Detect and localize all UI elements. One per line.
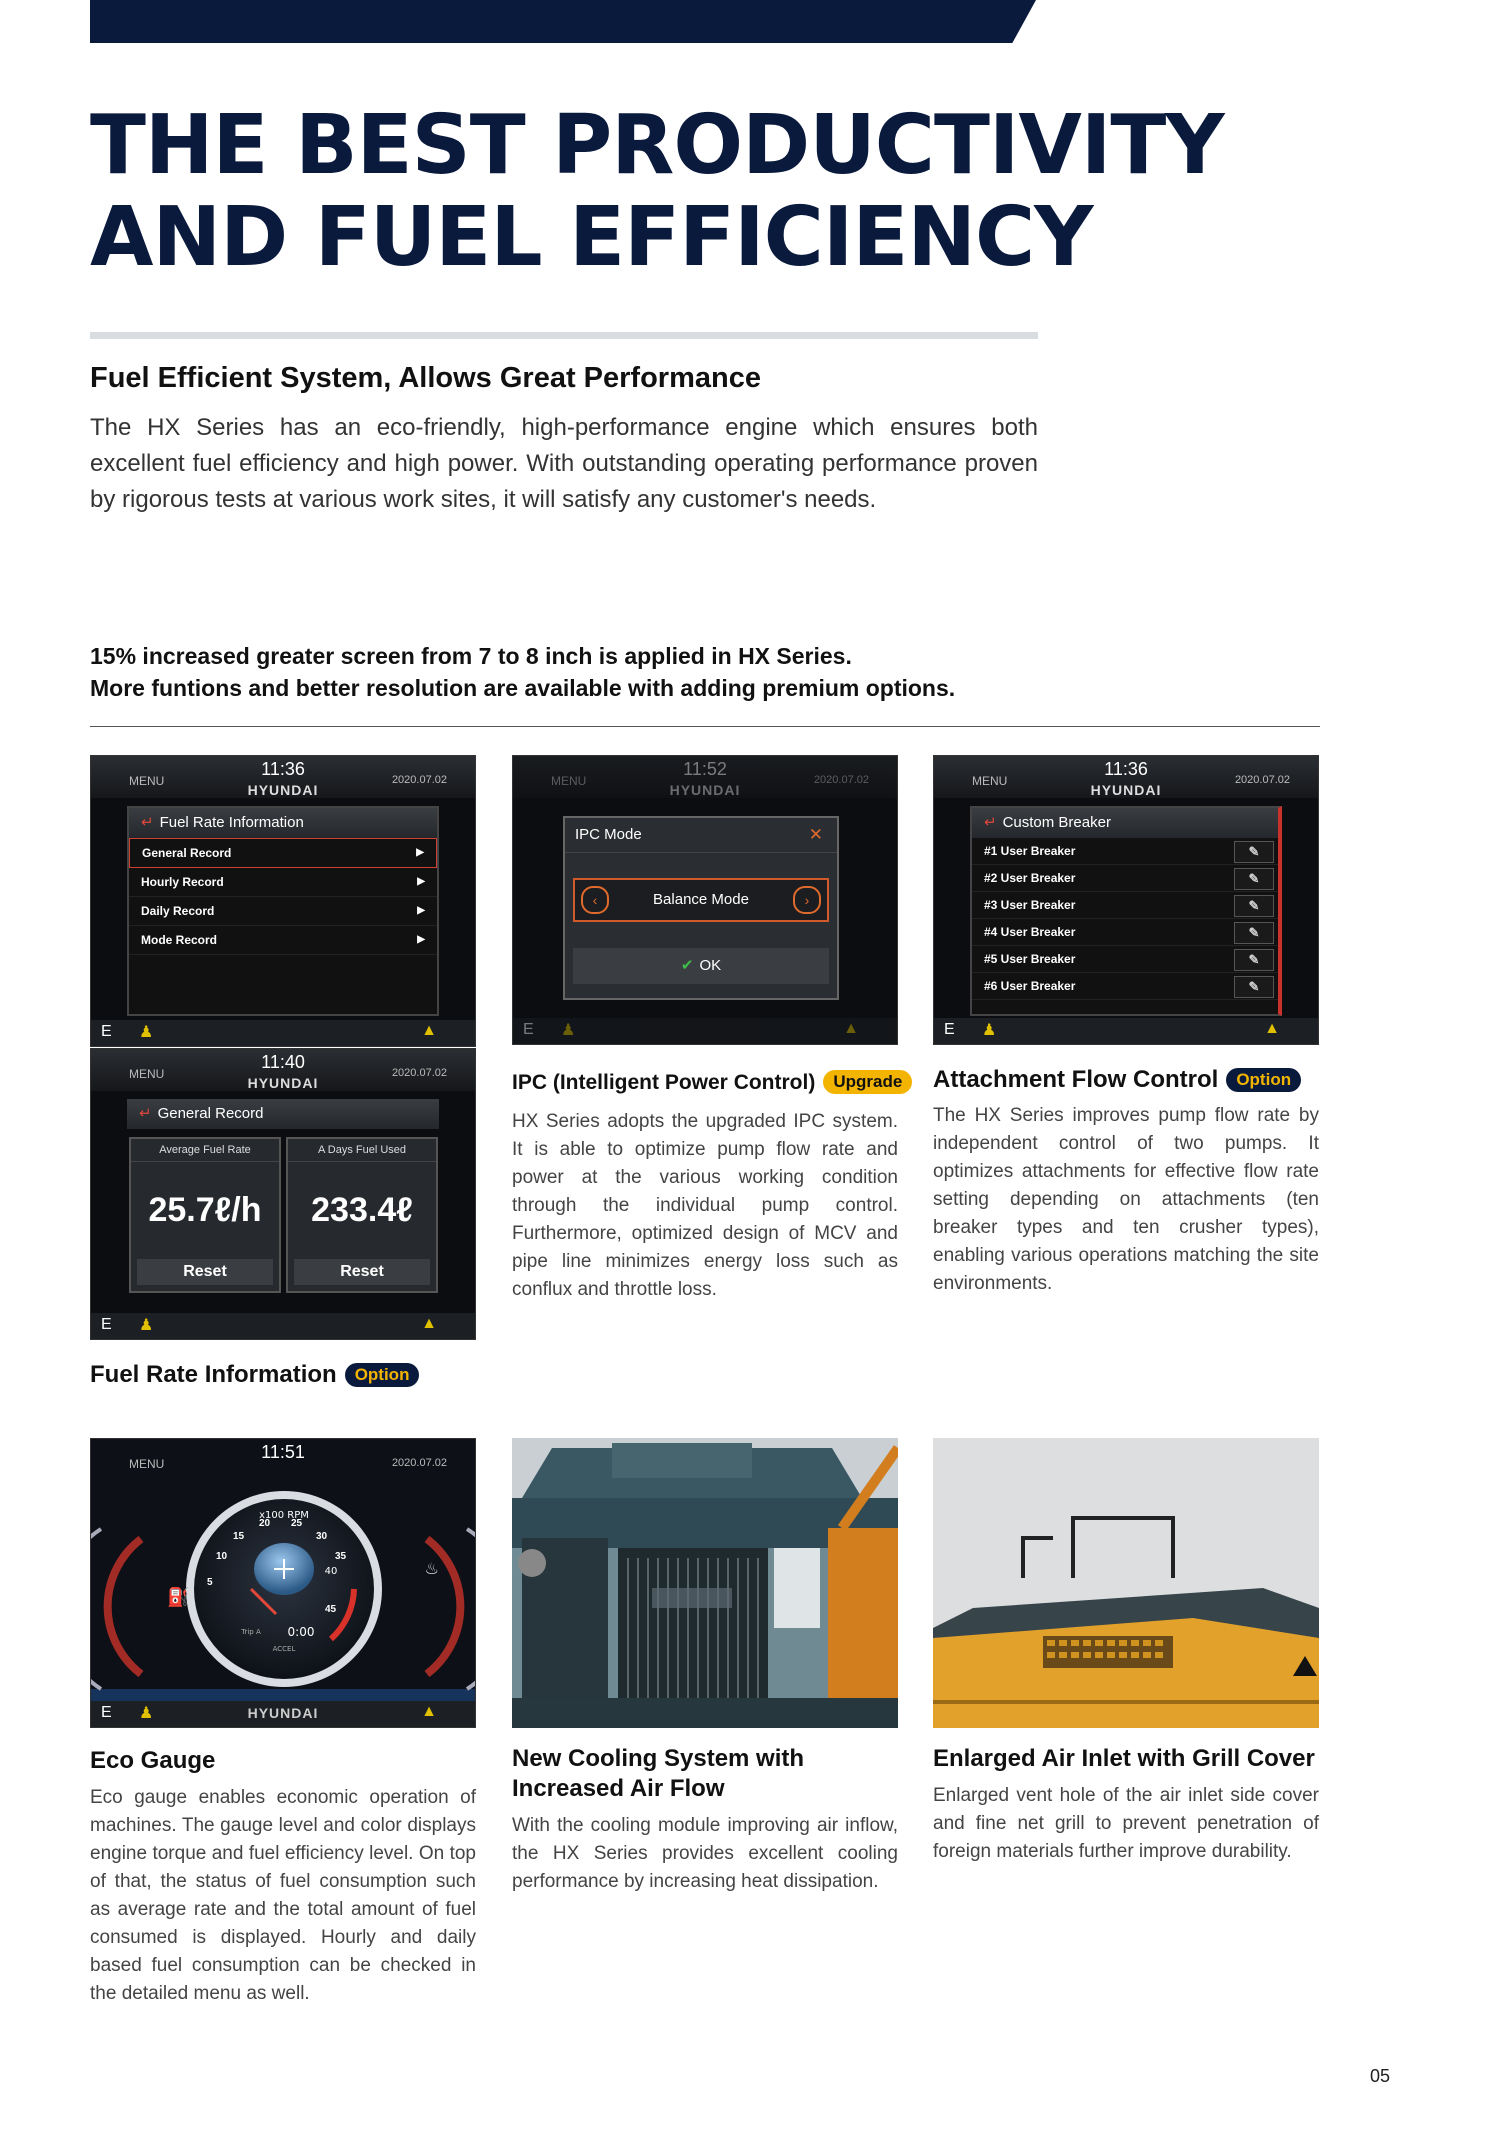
menu-list	[127, 806, 439, 1016]
divider	[90, 332, 1038, 339]
brand-label: HYUNDAI	[247, 1075, 319, 1091]
average-fuel-rate-box	[129, 1137, 281, 1293]
list-item	[972, 973, 1278, 1000]
screen-time: 11:51	[261, 1442, 305, 1462]
screen-ipc-mode	[512, 755, 898, 1045]
turtle-icon: ▲	[843, 1020, 859, 1037]
fuel-pump-icon: ⛽	[167, 1587, 190, 1607]
list-title	[129, 808, 437, 838]
list-item-label: #1 User Breaker	[984, 844, 1076, 858]
eco-mode-label: E	[944, 1021, 955, 1038]
list-item	[972, 919, 1278, 946]
card-title-text: Attachment Flow Control	[933, 1066, 1219, 1093]
cooling-illustration	[512, 1438, 898, 1728]
page-title	[90, 100, 1224, 284]
card-title-line-1: New Cooling System with	[512, 1745, 805, 1772]
intro-paragraph: The HX Series has an eco-friendly, high-performance engine which ensures both excellent fuel efficiency and high power. With outstanding operating performance proven by rigorous tests at various work sites, it will satisfy any customer's needs.	[90, 414, 1038, 513]
screen-time: 11:40	[261, 1052, 305, 1072]
screen-eco-gauge	[90, 1438, 476, 1728]
eco-gauge-tick: 15	[233, 1531, 245, 1542]
operator-icon: ♟	[139, 1024, 154, 1041]
card-title-text: Fuel Rate Information	[90, 1361, 337, 1388]
eco-gauge-tick: 35	[335, 1551, 347, 1562]
edit-icon: ✎	[1234, 976, 1274, 998]
eco-gauge-card-text: Eco gauge enables economic operation of machines. The gauge level and color displays engine torque and fuel efficiency level. On top of that, the status of fuel consumption such as average rate and the total amount of fuel consumed is displayed. Hourly and daily based fuel consumption can be checked in the detailed menu as well.	[90, 1787, 476, 2004]
operator-icon: ♟	[139, 1317, 154, 1334]
page-number: 05	[1369, 2066, 1390, 2086]
brand-label: HYUNDAI	[247, 1705, 319, 1721]
list-item	[972, 865, 1278, 892]
menu-label: MENU	[972, 774, 1008, 788]
eco-mode-label: E	[101, 1316, 112, 1333]
screen-header	[513, 756, 897, 798]
brand-label: HYUNDAI	[669, 782, 741, 798]
check-icon: ✔	[680, 957, 694, 974]
eco-ticks	[91, 1439, 476, 1728]
eco-gauge-tick: 20	[259, 1518, 271, 1529]
screen-date: 2020.07.02	[813, 774, 869, 786]
list-item	[129, 838, 437, 868]
screen-note	[90, 640, 955, 704]
average-fuel-rate-value: 25.7ℓ/h	[148, 1191, 262, 1229]
menu-label: MENU	[129, 1457, 165, 1471]
card-title-line-2: Increased Air Flow	[512, 1775, 725, 1802]
title-line-2: AND FUEL EFFICIENCY	[90, 190, 1093, 285]
air-inlet-illustration	[933, 1438, 1319, 1728]
mode-selector	[573, 878, 829, 922]
eco-gauge-tick: 25	[291, 1518, 303, 1529]
screen-footer	[91, 1701, 475, 1727]
trip-value: 0:00	[287, 1625, 315, 1639]
screen-header	[91, 1049, 475, 1091]
list-item-label: Daily Record	[141, 904, 215, 918]
divider-thin	[90, 726, 1320, 727]
menu-label: MENU	[129, 1067, 165, 1081]
screen-footer	[513, 1018, 897, 1044]
turtle-icon: ▲	[421, 1703, 437, 1720]
list-item-label: #6 User Breaker	[984, 979, 1076, 993]
edit-icon: ✎	[1234, 841, 1274, 863]
operator-icon: ♟	[139, 1705, 154, 1722]
record-title	[127, 1099, 439, 1129]
list-item-label: #5 User Breaker	[984, 952, 1076, 966]
ipc-card-title	[512, 1068, 912, 1098]
daily-fuel-used-value: 233.4ℓ	[311, 1191, 413, 1229]
screen-time: 11:36	[261, 759, 305, 779]
ipc-dialog	[563, 816, 839, 1000]
list-item-label: Mode Record	[141, 933, 218, 947]
screen-custom-breaker	[933, 755, 1319, 1045]
eco-gauge-tick: 5	[207, 1577, 213, 1588]
cooling-card-text: With the cooling module improving air inflow, the HX Series provides excellent cooling performance by increasing heat dissipation.	[512, 1815, 898, 1892]
screen-time: 11:36	[1104, 759, 1148, 779]
eco-gauge-tick: 45	[325, 1604, 337, 1615]
edit-icon: ✎	[1234, 922, 1274, 944]
ipc-card-text: HX Series adopts the upgraded IPC system. It is able to optimize pump flow rate and power at the various working condition through the individual pump control. Furthermore, optimized design of MCV and pipe line minimizes energy loss such as conflux and throttle loss.	[512, 1111, 898, 1300]
list-item	[972, 946, 1278, 973]
list-title	[972, 808, 1278, 838]
option-badge: Option	[345, 1363, 420, 1387]
close-icon: ✕	[808, 825, 823, 844]
list-item-label: General Record	[142, 846, 232, 860]
cooling-system-photo	[512, 1438, 898, 1728]
screen-header	[934, 756, 1318, 798]
menu-label: MENU	[129, 774, 165, 788]
title-line-1: THE BEST PRODUCTIVITY	[90, 98, 1224, 193]
turtle-icon: ▲	[421, 1315, 437, 1332]
dialog-title	[565, 818, 837, 853]
screen-footer	[91, 1020, 475, 1046]
eco-gauge-tick: 40	[324, 1566, 338, 1577]
back-arrow-icon: ↵	[984, 814, 997, 831]
mode-value: Balance Mode	[653, 891, 749, 908]
note-line-2: More funtions and better resolution are available with adding premium options.	[90, 675, 956, 701]
eco-mode-label: E	[523, 1021, 534, 1038]
operator-icon: ♟	[982, 1022, 997, 1039]
reset-button: Reset	[137, 1259, 273, 1285]
screen-footer	[934, 1018, 1318, 1044]
list-title-text: Custom Breaker	[1002, 814, 1111, 831]
air-inlet-card-title: Enlarged Air Inlet with Grill Cover	[933, 1745, 1315, 1772]
operator-icon: ♟	[561, 1022, 576, 1039]
chevron-right-icon: ▶	[417, 905, 425, 916]
list-item	[129, 897, 437, 926]
eco-gauge-tick: 30	[316, 1531, 328, 1542]
eco-mode-label: E	[101, 1704, 112, 1721]
screen-date: 2020.07.02	[391, 774, 447, 786]
cooling-card-title	[512, 1744, 804, 1804]
screen-date: 2020.07.02	[391, 1457, 447, 1469]
eco-mode-label: E	[101, 1023, 112, 1040]
screen-time: 11:52	[683, 759, 727, 779]
brand-label: HYUNDAI	[1090, 782, 1162, 798]
dialog-title-text: IPC Mode	[575, 826, 642, 843]
average-fuel-rate-label: Average Fuel Rate	[131, 1139, 279, 1162]
screen-footer	[91, 1313, 475, 1339]
chevron-right-icon: ▶	[417, 934, 425, 945]
fuel-rate-card-title	[90, 1360, 419, 1390]
ok-button	[573, 948, 829, 984]
reset-button: Reset	[294, 1259, 430, 1285]
record-title-text: General Record	[157, 1105, 264, 1122]
menu-label: MENU	[551, 774, 587, 788]
list-item	[972, 892, 1278, 919]
attachment-card-title	[933, 1065, 1301, 1095]
upgrade-badge: Upgrade	[823, 1070, 912, 1094]
screen-general-record	[90, 1048, 476, 1340]
list-item-label: #3 User Breaker	[984, 898, 1076, 912]
chevron-right-icon: ▶	[417, 876, 425, 887]
attachment-card-text: The HX Series improves pump flow rate by independent control of two pumps. It optimizes attachments for effective flow rate setting depending on attachments (ten breaker types and ten crusher types), enabling various operations matching the site environments.	[933, 1105, 1319, 1294]
note-line-1: 15% increased greater screen from 7 to 8 inch is applied in HX Series.	[90, 643, 852, 669]
edit-icon: ✎	[1234, 895, 1274, 917]
chevron-left-icon: ‹	[581, 886, 609, 914]
daily-fuel-used-label: A Days Fuel Used	[288, 1139, 436, 1162]
list-item-label: #4 User Breaker	[984, 925, 1076, 939]
chevron-right-icon: ›	[793, 886, 821, 914]
brand-label: HYUNDAI	[247, 782, 319, 798]
screen-header	[91, 756, 475, 798]
card-title-text: IPC (Intelligent Power Control)	[512, 1071, 816, 1094]
air-inlet-photo	[933, 1438, 1319, 1728]
turtle-icon: ▲	[421, 1022, 437, 1039]
eco-unit-label: x100 RPM	[259, 1510, 309, 1521]
list-item-label: Hourly Record	[141, 875, 224, 889]
ok-label: OK	[699, 957, 722, 974]
eco-gauge-card-title: Eco Gauge	[90, 1747, 216, 1774]
air-inlet-card-text: Enlarged vent hole of the air inlet side cover and fine net grill to prevent penetration of foreign materials further improve durability.	[933, 1785, 1319, 1862]
list-item	[129, 926, 437, 955]
temperature-icon: ♨	[424, 1561, 439, 1578]
trip-label: Trip A	[241, 1628, 261, 1636]
accel-label: ACCEL	[272, 1645, 296, 1653]
list-title-text: Fuel Rate Information	[159, 814, 304, 831]
eco-gauge-tick: 10	[216, 1551, 228, 1562]
list-item	[972, 838, 1278, 865]
daily-fuel-used-box	[286, 1137, 438, 1293]
turtle-icon: ▲	[1264, 1020, 1280, 1037]
list-item-label: #2 User Breaker	[984, 871, 1076, 885]
back-arrow-icon: ↵	[139, 1105, 152, 1122]
edit-icon: ✎	[1234, 949, 1274, 971]
screen-date: 2020.07.02	[1234, 774, 1290, 786]
list-item	[129, 868, 437, 897]
screen-fuel-rate-menu	[90, 755, 476, 1047]
section-subtitle: Fuel Efficient System, Allows Great Performance	[90, 362, 761, 394]
option-badge: Option	[1226, 1068, 1301, 1092]
top-banner-bar	[90, 0, 1036, 43]
screen-date: 2020.07.02	[391, 1067, 447, 1079]
back-arrow-icon: ↵	[141, 814, 154, 831]
chevron-right-icon: ▶	[416, 847, 424, 858]
edit-icon: ✎	[1234, 868, 1274, 890]
breaker-list	[970, 806, 1282, 1016]
